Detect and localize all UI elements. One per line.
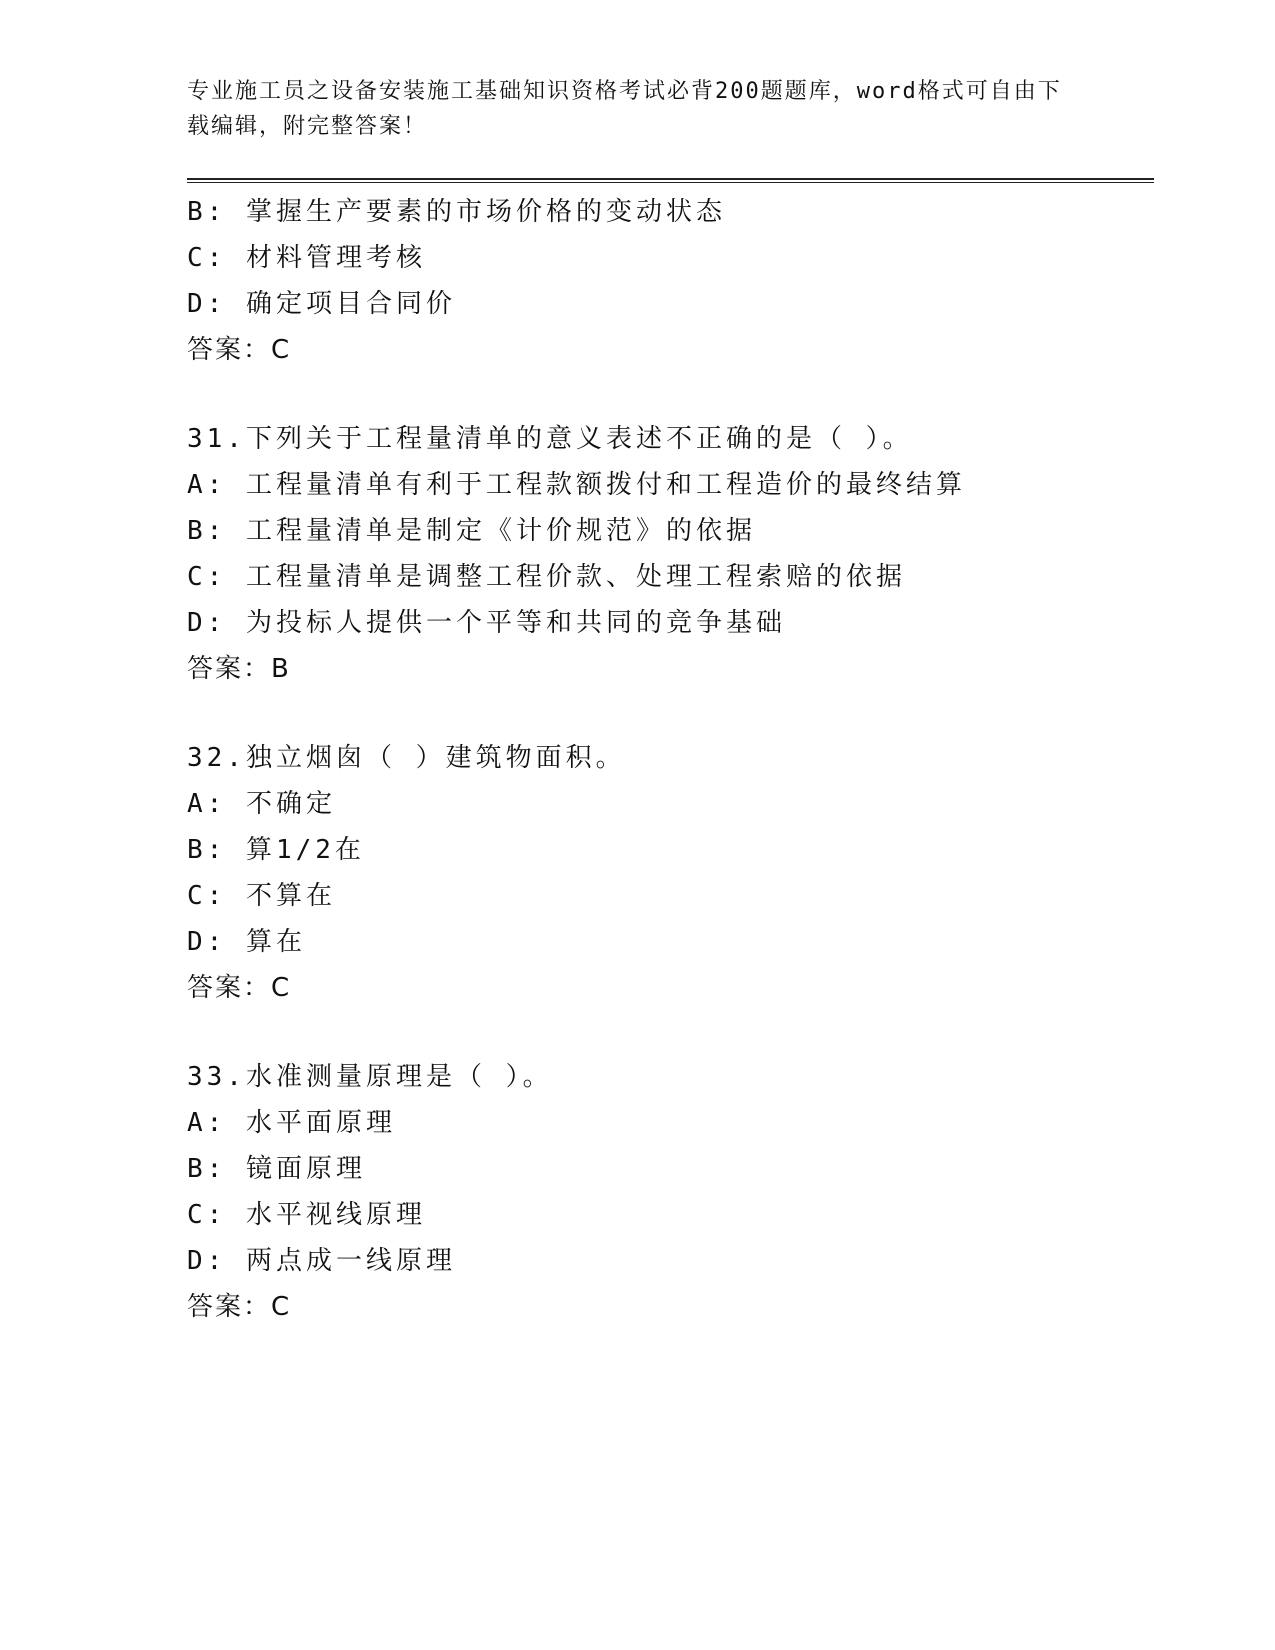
option-d	[187, 281, 1147, 327]
option-label: D:	[187, 1246, 227, 1276]
option-label: A:	[187, 470, 227, 500]
option-text: 不算在	[245, 881, 336, 911]
option-a	[187, 1100, 1147, 1146]
option-text: 工程量清单是调整工程价款、处理工程索赔的依据	[245, 562, 906, 592]
question-stem: 33.水准测量原理是（ ）。	[187, 1062, 553, 1092]
option-text: 工程量清单有利于工程款额拨付和工程造价的最终结算	[245, 470, 966, 500]
option-label: C:	[187, 1200, 227, 1230]
option-text: 掌握生产要素的市场价格的变动状态	[245, 197, 726, 227]
option-text: 为投标人提供一个平等和共同的竞争基础	[245, 608, 786, 638]
option-label: D:	[187, 289, 227, 319]
option-d	[187, 1238, 1147, 1284]
answer: 答案：C	[187, 973, 292, 1003]
option-label: B:	[187, 516, 227, 546]
option-text: 工程量清单是制定《计价规范》的依据	[245, 516, 756, 546]
option-label: C:	[187, 881, 227, 911]
page-header-title: 专业施工员之设备安装施工基础知识资格考试必背200题题库，word格式可自由下载编辑，附完整答案！	[187, 79, 1062, 139]
question-block	[187, 189, 1147, 373]
option-c	[187, 1192, 1147, 1238]
answer: 答案：C	[187, 1292, 292, 1322]
question-block	[187, 416, 1147, 692]
question-block	[187, 1054, 1147, 1330]
option-b	[187, 1146, 1147, 1192]
option-d	[187, 600, 1147, 646]
answer: 答案：C	[187, 335, 292, 365]
question-block	[187, 735, 1147, 1011]
option-text: 两点成一线原理	[245, 1246, 456, 1276]
option-a	[187, 781, 1147, 827]
option-label: B:	[187, 1154, 227, 1184]
option-label: C:	[187, 562, 227, 592]
option-c	[187, 235, 1147, 281]
option-label: D:	[187, 927, 227, 957]
option-text: 镜面原理	[245, 1154, 366, 1184]
option-a	[187, 462, 1147, 508]
option-text: 水平面原理	[245, 1108, 396, 1138]
option-c	[187, 554, 1147, 600]
option-b	[187, 189, 1147, 235]
option-b	[187, 508, 1147, 554]
option-label: B:	[187, 835, 227, 865]
option-label: A:	[187, 1108, 227, 1138]
option-label: A:	[187, 789, 227, 819]
option-text: 不确定	[245, 789, 336, 819]
header-divider	[187, 178, 1154, 183]
option-text: 确定项目合同价	[245, 289, 456, 319]
option-text: 算1/2在	[245, 835, 365, 865]
option-b	[187, 827, 1147, 873]
option-label: D:	[187, 608, 227, 638]
answer: 答案：B	[187, 654, 291, 684]
question-stem: 31.下列关于工程量清单的意义表述不正确的是（ ）。	[187, 424, 913, 454]
option-text: 水平视线原理	[245, 1200, 426, 1230]
option-d	[187, 919, 1147, 965]
option-c	[187, 873, 1147, 919]
option-text: 算在	[245, 927, 306, 957]
question-stem: 32.独立烟囱（ ）建筑物面积。	[187, 743, 626, 773]
option-text: 材料管理考核	[245, 243, 426, 273]
option-label: B:	[187, 197, 227, 227]
question-list	[187, 189, 1147, 1330]
option-label: C:	[187, 243, 227, 273]
